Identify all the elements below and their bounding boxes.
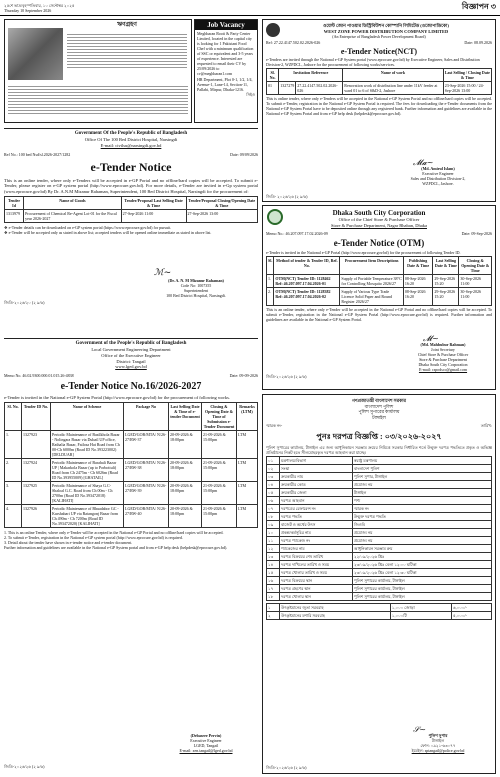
cell: 27-Sep-2026 13:00 xyxy=(186,210,257,223)
cell: ১,০০০ জোড়া xyxy=(390,603,451,611)
dscc-body: This is an online tender, where only e-Tender will be accepted in the National e-GP Portal and no offline/hard copies will be accepted. To submit e-Tender, registration in the National e-GP System Portal (http://www.eprocure.gov.bd) is required. Further information and guidelines are available in the National e-GP System Portal. xyxy=(266,307,492,323)
lged-sub2: Office of the Executive Engineer xyxy=(101,352,161,358)
table-row xyxy=(267,504,492,512)
cell: দরপত্র বিক্রয়ের শেষ তারিখ xyxy=(280,552,353,560)
cell: Procurement of Chemical Re-Agent Lot-01 for the Fiscal year 2026-2027 xyxy=(24,210,122,223)
cell: ২২/০৯/২০২৬ খ্রিঃ xyxy=(353,552,492,560)
cell: 21-09-2026 & 15:00pm xyxy=(202,505,237,528)
dscc-sub2: Store & Purchase Department, Nagar Bhaban, Dhaka xyxy=(331,222,427,228)
cell: LTM xyxy=(237,505,258,528)
lged-col: Closing & Opening Date & Time of Submission e-Tender Document xyxy=(202,403,237,431)
cell: ০২ xyxy=(267,464,280,472)
hospital-body: This is an online tender, where only e-Tenders will be accepted in e-GP Portal and no offline/hard copies will be accepted. To submit e-Tender, please register on e-GP system portal (http://www.eprocure.gov.bd). For more details, e-Tender are invited in e-Gp system portal (www.eprocure.gov.bd) By Dr. A.N.M Mizanur Rahaman, Superintendent, 100 Bed District Hospital, Narsingdi for the procurement of: xyxy=(4,177,258,194)
dscc-col: Last Selling Date & Time xyxy=(433,257,459,275)
cell: 29-Sep-2026 15:20 xyxy=(433,275,459,288)
cell: LGED/GOB/MTA/ N/26-27/RW-37 xyxy=(124,431,169,459)
cell: 1313979 xyxy=(5,210,24,223)
dscc-col: Publishing Date & Time xyxy=(403,257,433,275)
dscc-table xyxy=(266,256,492,306)
dscc-date: Date: 09-Sep-2026 xyxy=(461,231,492,237)
lged-foot: জিডি-২০২৬/২৬ (২ ৯/৬) xyxy=(4,764,45,769)
dscc-signature: 𝓜~ xyxy=(423,334,439,343)
cell: LTM xyxy=(237,431,258,459)
cell: 1. xyxy=(267,275,274,288)
lged-col: Sl. No. xyxy=(5,403,22,431)
lged-col: Package No xyxy=(124,403,169,431)
cell: 27-Sep-2026 11:00 xyxy=(121,210,186,223)
wzpdcl-sign-block: (Md. Amirul Islam) Executive Engineer Sales and Distribution Division-2, WZPDCL, Jashore. xyxy=(410,166,466,186)
cell: 29-Sep-2026 15:20 xyxy=(433,288,459,306)
lged-sign-block: (Debasree Pervin) Executive Engineer LGED, Tangail E-mail: xen.tangail@lged.gov.bd xyxy=(179,733,233,753)
hospital-signature: ℳ~ xyxy=(154,268,172,278)
dscc-col: Procurement Item Descriptions xyxy=(340,257,403,275)
cell: ১ xyxy=(267,603,280,611)
hospital-title: Government Of the People's Republic of Bangladesh xyxy=(74,131,188,136)
cell: দরপত্রের রেফারেন্স নং xyxy=(280,504,353,512)
table-row xyxy=(267,464,492,472)
cell: 1327923 xyxy=(22,431,51,459)
hospital-col: Name of Goods xyxy=(24,197,122,210)
cell: 20-09-2026 & 18:00pm xyxy=(169,431,202,459)
cell: 21-09-2026 & 15:00pm xyxy=(202,459,237,482)
cell: ১১ xyxy=(267,536,280,544)
cell: ক্রয়কারীর নাম xyxy=(280,472,353,480)
cell: দরপত্র পদ্ধতি xyxy=(280,512,353,520)
wzpdcl-intro: e-Tenders are invited through the National e-GP System portal (www.eprocure.gov.bd) by Executive Engineer, Sales and Distribution Division-2, WZPDCL, Jashore for the procurement of following works/services. xyxy=(266,57,480,68)
cell: ০৪ xyxy=(267,480,280,488)
table-row xyxy=(267,592,492,600)
cell: প্রযোজ্য নয় xyxy=(353,480,492,488)
cell: 08-Sep-2026 16:20 xyxy=(403,288,433,306)
cell: Supply of Portable Temperature 38°C for Controlling Mosquito 2026/27 xyxy=(341,276,402,287)
wzpdcl-sub: (An Enterprise of Bangladesh Power Development Board) xyxy=(332,34,426,40)
cell: প্রযোজ্য নয় xyxy=(353,536,492,544)
table-row xyxy=(267,584,492,592)
cell: ১৮ xyxy=(267,592,280,600)
cell: 01 xyxy=(267,82,279,95)
cell: ২৩/০৯/২০২৬ খ্রিঃ বেলা ১২:৩০ ঘটিকা xyxy=(353,568,492,576)
cell: দরপত্র প্যাকেজ নং xyxy=(280,536,353,544)
police-date: তারিখ: xyxy=(480,422,492,428)
police-tender-notice xyxy=(262,394,496,774)
cell: ০৫ xyxy=(267,488,280,496)
hospital-col: Tender/Proposal Last Selling Date & Time xyxy=(121,197,186,210)
cell: ০৮ xyxy=(267,512,280,520)
wzpdcl-tender-notice xyxy=(262,19,496,202)
dscc-sign-block: (Md. Mahbubur Rahman) Joint Secretary Chief Store & Purchase Officer Store & Purchase Department Dhaka South City Corporation E-mail: cspodscc@gmail.com xyxy=(417,342,469,372)
cell: ক্রয়কারীর জেলা xyxy=(280,488,353,496)
wzpdcl-heading: e-Tender Notice(NCT) xyxy=(340,47,418,57)
table-row xyxy=(5,459,258,482)
cell: স্মারক নং xyxy=(353,504,492,512)
table-row xyxy=(267,576,492,584)
cell: বাংলাদেশ পুলিশ xyxy=(353,464,492,472)
table-row xyxy=(267,560,492,568)
ad-title: ঋণগ্রহণ xyxy=(117,22,137,28)
cell: 3. xyxy=(5,482,22,505)
hospital-heading: e-Tender Notice xyxy=(90,159,172,174)
table-row xyxy=(5,505,258,528)
ad-body-lower xyxy=(8,84,188,116)
cell: 27.22.4147.502.02.2026-026 xyxy=(296,82,343,95)
hospital-bullet: ❖ e-Tender will be accepted only as stated in above list; accepted tenders will be opened online immediate as stated in above list. xyxy=(4,230,212,236)
ad-photo xyxy=(8,28,63,80)
cell: Periodic Maintenance of Basilkhola Bazar - Nolingara Bazar via Dubail UP office, Rathalia Bazar, Failosa Hat Road from Ch 00-Ch 6000m (Road ID No.393223002) [DELDUAR] xyxy=(51,431,124,459)
job-vacancy-body: Meghbaran Rooti & Party Center Limited, located in the capital city is looking for 1 Pakistani Food Chef with a minimum qualification of SSC or equivalent and 3-5 years of experience. Interested are requested to email their CV by 25/09/2026 to cv@meghbaran1.com xyxy=(197,31,254,76)
wzpdcl-body: This is online tender, where only e-Tenders will be accepted in the National e-GP System Portal and no offline/hard copies will be accepted. To submit e-Tender, registration in the National e-GP System Portal is required. The fees for downloading the e-Tender documents from the National e-GP System Portal have to be deposited online through any registered bank. Further information and guidelines are available in the National e-GP System Portal and from e-GP help desk (helpdesk@eprocure.gov.bd). xyxy=(266,96,492,117)
police-h3: পুলিশ সুপারের কার্যালয় xyxy=(358,409,400,415)
wzpdcl-logo-icon xyxy=(266,23,280,37)
cell: OTM(NCT) Tender ID: 1128382 Ref: 46.207.097.17.04.2026-02 xyxy=(274,288,340,306)
cell: 2. xyxy=(5,459,22,482)
header-date: ২৫শে ভাদ্র/বৃহস্পতিবার, ১০ সেপ্টেম্বর ২০২৫ Thursday 10 September 2026 xyxy=(4,3,75,13)
cell: দরপত্র খোলার স্থান xyxy=(280,592,353,600)
wzpdcl-ref: Ref: 27.22.4147.502.02.2026-026 xyxy=(266,40,321,46)
lged-memo: Memo No. 46.02.9300.000.01.015.26-4838 xyxy=(4,372,74,378)
wzpdcl-table xyxy=(266,68,492,95)
cell: জিওবি xyxy=(353,520,492,528)
hospital-foot: জিডি-২০২৬/২০ (২ ৯/৬) xyxy=(4,300,45,305)
cell: ১০ xyxy=(267,528,280,536)
table-row xyxy=(267,82,492,95)
header-section: বিজ্ঞাপন ৩ xyxy=(461,2,496,11)
cell: টাঙ্গাইল xyxy=(353,488,492,496)
wzpdcl-title: WEST ZONE POWER DISTRIBUTION COMPANY LIMITED xyxy=(323,28,449,34)
cell: 30-Sep-2026 11:00 xyxy=(459,275,492,288)
table-row xyxy=(267,480,492,488)
cell: উৎকৃষ্টমানের মশারি সরবরাহ xyxy=(280,611,391,619)
cell: LTM xyxy=(237,482,258,505)
hospital-date: Date: 09/09/2026 xyxy=(230,151,258,157)
cell: Periodic Maintenance of Barahali Bazar UP | Makarkola Bazar (up to Porbottuli) Road from Ch 2475m - Ch 6026m (Road ID No.393955009) [GHATAIL] xyxy=(51,459,124,482)
cell: ২ xyxy=(267,611,280,619)
cell: ০১ xyxy=(267,456,280,464)
cell: 4. xyxy=(5,505,22,528)
police-sign-block: পুলিশ সুপার টাঙ্গাইল ফোন: ০৯২১-৬৩০৭৭ ইমেইল: sptangail@police.gov.bd xyxy=(411,733,465,753)
lged-tender-notice xyxy=(4,338,258,774)
cell: 1327279 xyxy=(279,82,296,95)
police-intro: পুলিশ সুপারের কার্যালয়, টাঙ্গাইল এর জন্য আধুনিকায়ন সরঞ্জাম ক্রয়ের নিমিত্তে সরকার নির্ধারিত শর্তে উন্মুক্ত দরপত্র পদ্ধতিতে প্রকৃত ও অভিজ্ঞ প্রতিষ্ঠানের নিকট হতে সীলমোহরকৃত দরপত্র আহবান করা যাচ্ছে। xyxy=(266,444,492,455)
hospital-table xyxy=(4,196,258,223)
cell: ১২ xyxy=(267,544,280,552)
cell: 23-Sep-2026 15:00 / 24-Sep-2026 13:00 xyxy=(443,82,491,95)
dscc-intro: e-Tender is invited in the National e-GP Portal (http://www.eprocure.gov.bd) for the procurement of following Tender ID. xyxy=(266,250,461,256)
hospital-bullet: ❖ e-Tender details can be downloaded on e-GP system portal (https://www.eprocure.gov.bd) for pursuit. xyxy=(4,225,172,231)
dscc-title: Dhaka South City Corporation xyxy=(332,209,426,217)
cell: পণ্য xyxy=(353,496,492,504)
cell: সংস্থা xyxy=(280,464,353,472)
cell: LGED/GOB/MTA/ N/26-27/RW-40 xyxy=(124,505,169,528)
cell: আধুনিকায়ন সরঞ্জাম ক্রয় xyxy=(353,544,492,552)
cell: পুলিশ সুপারের কার্যালয়, টাঙ্গাইল xyxy=(353,576,492,584)
cell: ১৪ xyxy=(267,560,280,568)
cell: Supply of Various Type Trade Licence Solid Paper and Round Register 2026/27 xyxy=(340,288,403,306)
cell: দরপত্র বিক্রয়ের স্থান xyxy=(280,576,353,584)
job-vacancy-ad xyxy=(194,19,258,123)
cell: 1327925 xyxy=(22,482,51,505)
table-row xyxy=(5,482,258,505)
cell: প্রকল্প/কর্মসূচির নাম xyxy=(280,528,353,536)
police-h2: বাংলাদেশ পুলিশ xyxy=(364,403,394,409)
lged-sub4: www.lged.gov.bd xyxy=(115,364,147,370)
header-rule xyxy=(0,15,500,16)
lged-table xyxy=(4,402,258,528)
ad-body xyxy=(67,32,187,70)
hospital-col: Tender/Proposal Closing/Opening Date & Time xyxy=(186,197,257,210)
cell: 08-Sep-2026 16:20 xyxy=(403,275,433,288)
table-row xyxy=(267,288,492,306)
job-vacancy-address: HR Department, Plot 0-1, 1/2, 1/4, Avenue-1, Lane-14, Section-11, Pallabi, Mirpur, Dhaka-1216. xyxy=(197,77,253,92)
police-signature: 𝒮~ xyxy=(413,725,426,734)
ad-bengali-notice xyxy=(4,19,192,123)
cell: ২৩/০৯/২০২৬ খ্রিঃ বেলা ১২:০০ ঘটিকা xyxy=(353,560,492,568)
lged-intro: e-Tender is invited in the National e-GP System Portal (http://www.eprocure.gov.bd) for the procurement of following works. xyxy=(4,394,231,400)
wzpdcl-col: Invitation Reference xyxy=(279,69,343,82)
table-row xyxy=(5,210,258,223)
table-row xyxy=(267,512,492,520)
cell: LGED/GOB/MTA/ N/26-27/RW-38 xyxy=(124,459,169,482)
table-row xyxy=(267,544,492,552)
table-row xyxy=(267,552,492,560)
dscc-col: Sl. xyxy=(267,257,274,275)
wzpdcl-col: Sl. No. xyxy=(267,69,279,82)
dscc-tender-notice xyxy=(262,205,496,390)
lged-sub3: District: Tangail xyxy=(116,358,146,364)
cell: ১৬ xyxy=(267,576,280,584)
police-h4: টাঙ্গাইল xyxy=(372,414,386,420)
cell: 21-09-2026 & 15:00pm xyxy=(202,431,237,459)
table-row xyxy=(267,603,492,611)
police-items-table xyxy=(266,603,492,620)
cell: 30-Sep-2026 11:00 xyxy=(459,288,492,306)
dscc-memo: Memo No.: 46.207.097.17.02.2026-09 xyxy=(266,231,328,237)
cell: ০৬ xyxy=(267,496,280,504)
table-row xyxy=(267,488,492,496)
cell: Periodic Maintenance of Bhuadabor GC -Kurshabari UP via Ratangonj Bazar from Ch 490m - Ch 7200m (Road ID No.393472020) [KALIHATI] xyxy=(51,505,124,528)
cell: প্রযোজ্য নয় xyxy=(353,528,492,536)
wzpdcl-col: Name of work xyxy=(343,69,443,82)
cell: প্যাকেজের নাম xyxy=(280,544,353,552)
cell: 20-09-2026 & 18:00pm xyxy=(169,482,202,505)
cell: পুলিশ সুপারের কার্যালয়, টাঙ্গাইল xyxy=(353,592,492,600)
cell: 1327924 xyxy=(22,459,51,482)
table-row xyxy=(267,611,492,619)
cell: Renovation work of distribution line under 11kV feeder at ward 01 to 6 of S&D-2, Jashore xyxy=(343,82,443,95)
cell: দরপত্র খোলার তারিখ ও সময় xyxy=(280,568,353,576)
police-foot: জিডি-২০২৬/২৬ (২ ৯/৬) xyxy=(266,765,307,770)
cell: দরপত্র আহবান xyxy=(280,496,353,504)
table-row xyxy=(267,456,492,464)
dscc-col: Method of tender & Tender ID, Ref. No. xyxy=(274,257,340,275)
lged-col: Remarks (LTM) xyxy=(237,403,258,431)
police-h1: গণপ্রজাতন্ত্রী বাংলাদেশ সরকার xyxy=(351,398,406,403)
hospital-tender-notice xyxy=(4,128,258,310)
cell: ০৭ xyxy=(267,504,280,512)
dscc-heading: e-Tender Notice (OTM) xyxy=(333,238,425,249)
dscc-col: Closing & Opening Date & Time xyxy=(459,257,492,275)
cell: 21-09-2026 & 15:00pm xyxy=(202,482,237,505)
cell: LGED/GOB/MTA/ N/26-27/RW-39 xyxy=(124,482,169,505)
cell: LTM xyxy=(237,459,258,482)
cell: মন্ত্রণালয়/বিভাগ xyxy=(280,456,353,464)
cell: ১৩ xyxy=(267,552,280,560)
table-row xyxy=(267,496,492,504)
hospital-sub1: Office Of The 100 Bed District Hospital, Narsingdi xyxy=(84,137,178,143)
police-memo: স্মারক নং- xyxy=(266,422,283,428)
table-row xyxy=(267,568,492,576)
job-vacancy-foot: সিইও xyxy=(246,92,255,97)
table-row xyxy=(267,520,492,528)
cell: পুলিশ সুপারের কার্যালয়, টাঙ্গাইল xyxy=(353,584,492,592)
newspaper-header xyxy=(0,0,500,14)
dscc-sub1: Office of the Chief Store & Purchase Officer xyxy=(338,217,420,222)
cell: স্বরাষ্ট্র মন্ত্রণালয় xyxy=(353,456,492,464)
cell: 1327926 xyxy=(22,505,51,528)
cell: ১৭ xyxy=(267,584,280,592)
hospital-col: Tender Id xyxy=(5,197,24,210)
cell: ৫,০০০/- xyxy=(452,611,492,619)
table-row xyxy=(267,528,492,536)
lged-heading: e-Tender Notice No.16/2026-2027 xyxy=(60,380,202,392)
wzpdcl-date: Date: 08.09.2026 xyxy=(464,40,492,46)
dscc-foot: জিডি-২০২৬/২৬ (২ ৯/৬) xyxy=(266,374,307,379)
lged-notes: 1. This is an online Tender, where only e-Tender will be accepted in the National e-GP Portal and no offline/hard copies will be accepted. 2. To submit e-Tender, registration in the National e-GP system portal (http://www.eprocure.gov.bd) is required. 3. Detail about the tender have shown in e-tender notice and e-tender document. Further information and guidelines are available in the National e-GP System portal and from e-GP help desk (helpdesk@eprocure.gov.bd). xyxy=(4,530,228,551)
table-row xyxy=(267,275,492,288)
hospital-sign-block: (Dr. A. N. M Mizanur Rahaman) Code No: 1007355 Superintendent 100 Bed District Hospital, Narsingdi. xyxy=(166,278,226,298)
cell: উন্মুক্ত দরপত্র পদ্ধতি xyxy=(353,512,492,520)
cell: পুলিশ সুপার, টাঙ্গাইল xyxy=(353,472,492,480)
cell: Periodic Maintenance of Shaya G.C-Shaloal G.C. Road from Ch 00m - Ch 2700m (Road ID No.393472018) [KALIHATI] xyxy=(51,482,124,505)
cell: দরপত্র দাখিলের তারিখ ও সময় xyxy=(280,560,353,568)
cell: দরপত্র গ্রহণের স্থান xyxy=(280,584,353,592)
cell: ৬,০০০/- xyxy=(452,603,492,611)
table-row xyxy=(267,472,492,480)
cell: ক্রয়কারীর কোড xyxy=(280,480,353,488)
lged-title: Government of the People's Republic of Bangladesh xyxy=(75,341,187,346)
cell: 20-09-2026 & 18:00pm xyxy=(169,459,202,482)
lged-col: Last Selling Date & Time of e-tender Document xyxy=(169,403,202,431)
hospital-email: E-mail: civilsu@narsingdi.gov.bd xyxy=(100,142,162,148)
wzpdcl-title-bn: ওয়েস্ট জোন পাওয়ার ডিস্ট্রিবিউশন কোম্পানি লিমিটেড (ওজোপাডিকো) xyxy=(323,23,449,28)
police-table xyxy=(266,456,492,601)
wzpdcl-col: Last Selling / Closing Date & Time xyxy=(444,70,490,81)
cell: ০৯ xyxy=(267,520,280,528)
table-row xyxy=(5,431,258,459)
lged-sub1: Local Government Engineering Department xyxy=(91,347,171,353)
wzpdcl-foot: জিডি- ২০২৬/২৬ (২ ৯/৬) xyxy=(266,194,308,199)
cell: ১৫ xyxy=(267,568,280,576)
table-row xyxy=(267,536,492,544)
lged-col: Tender ID No. xyxy=(22,403,51,431)
cell: ০৩ xyxy=(267,472,280,480)
cell: 1. xyxy=(5,431,22,459)
cell: OTM(NCT) Tender ID: 1128462 Ref: 46.207.097.17.04.2026-01 xyxy=(274,275,340,288)
cell: ১,০০০টি xyxy=(390,611,451,619)
police-heading: পুনঃ দরপত্র বিজ্ঞপ্তি : ০৩/২০২৬-২০২৭ xyxy=(316,431,442,441)
dscc-logo-icon xyxy=(267,209,283,225)
cell: বাজেট ও অর্থের উৎস xyxy=(280,520,353,528)
cell: 20-09-2026 & 18:00pm xyxy=(169,505,202,528)
job-vacancy-title: Job Vacancy xyxy=(195,20,257,30)
hospital-ref: Ref No.: 100 bed Nsd/sl.2026-2027/1282 xyxy=(4,151,71,157)
wzpdcl-signature: 𝓜𝓪~ xyxy=(413,158,434,167)
cell: 2. xyxy=(267,288,274,306)
cell: উৎকৃষ্টমানের জুতা সরবরাহ xyxy=(280,603,391,611)
lged-col: Name of Scheme xyxy=(51,403,124,431)
lged-date: Date: 09-09-2026 xyxy=(229,372,258,378)
